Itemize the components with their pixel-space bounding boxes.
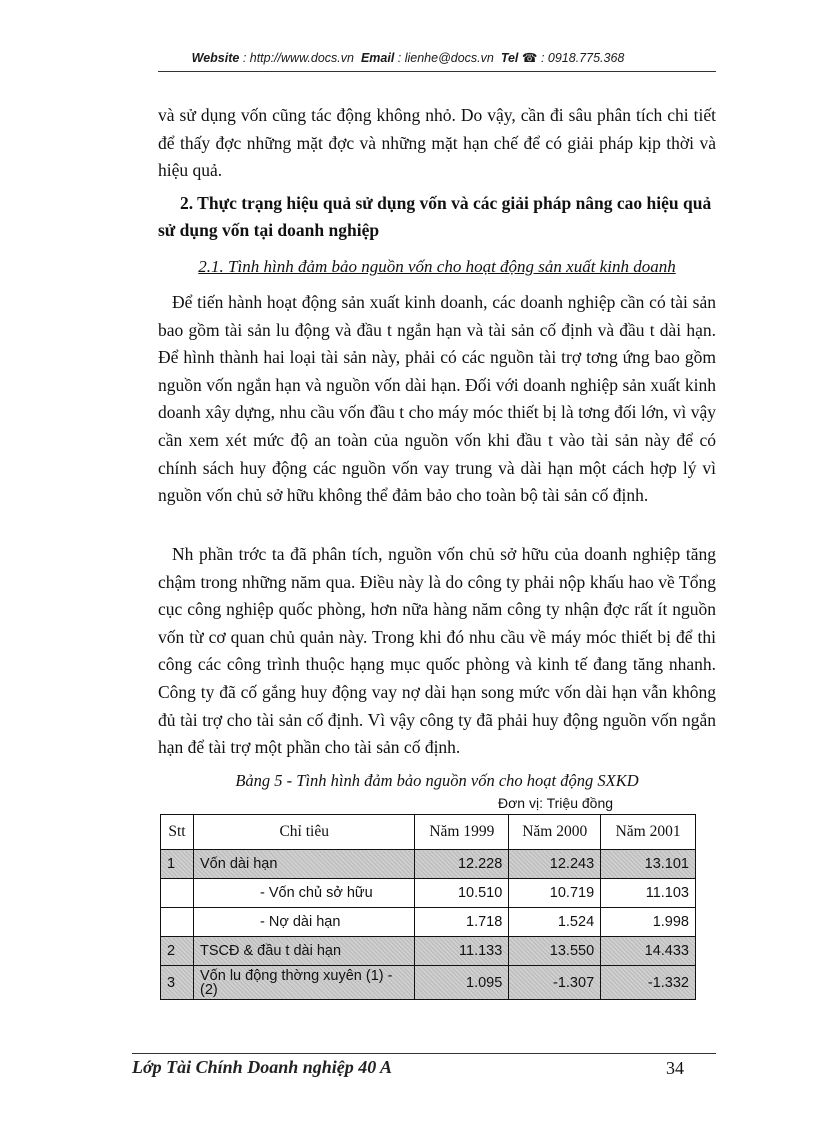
footer-class-name: Lớp Tài Chính Doanh nghiệp 40 A	[132, 1057, 393, 1077]
row-stt	[161, 879, 194, 908]
row-label: - Nợ dài hạn	[193, 908, 414, 937]
section-heading: 2. Thực trạng hiệu quả sử dụng vốn và các giải pháp nâng cao hiệu quả sử dụng vốn tại doanh nghiệp	[158, 193, 712, 240]
row-stt: 2	[161, 937, 194, 966]
paragraph-1: Để tiến hành hoạt động sản xuất kinh doanh, các doanh nghiệp cần có tài sản bao gồm tài sản lu động và đầu t ngắn hạn và tài sản cố định và đầu t dài hạn. Để hình thành hai loại tài sản này, phải có các nguồn tài trợ tơng ứng bao gồm nguồn vốn ngắn hạn và nguồn vốn dài hạn. Đối với doanh nghiệp sản xuất kinh doanh xây dựng, nhu cầu vốn đầu t cho máy móc thiết bị là tơng đối lớn, vì vậy cần xem xét mức độ an toàn của nguồn vốn khi đầu t vào tài sản này để có chính sách huy động các nguồn vốn vay trung và dài hạn một cách hợp lý vì nguồn vốn chủ sở hữu không thể đảm bảo cho toàn bộ tài sản cố định.	[158, 292, 716, 506]
table-unit: Đơn vị: Triệu đồng	[498, 795, 614, 811]
row-value-2000: 10.719	[509, 879, 601, 908]
row-value-2000: -1.307	[509, 966, 601, 1000]
table-row	[161, 937, 696, 966]
tel-label: Tel ☎	[500, 51, 538, 65]
footer-divider	[132, 1053, 716, 1054]
row-value-2000: 1.524	[509, 908, 601, 937]
row-value-1999: 1.718	[415, 908, 509, 937]
row-stt: 3	[161, 966, 194, 1000]
row-value-2001: -1.332	[601, 966, 696, 1000]
table-row	[161, 908, 696, 937]
website-value[interactable]: : http://www.docs.vn	[242, 51, 354, 65]
row-value-2001: 11.103	[601, 879, 696, 908]
capital-table	[160, 814, 696, 1000]
table-caption: Bảng 5 - Tình hình đảm bảo nguồn vốn cho hoạt động SXKD	[235, 771, 639, 790]
row-value-2001: 14.433	[601, 937, 696, 966]
header-stt: Stt	[161, 815, 194, 850]
row-value-2001: 1.998	[601, 908, 696, 937]
email-value[interactable]: : lienhe@docs.vn	[397, 51, 494, 65]
table-row	[161, 966, 696, 1000]
page-header	[0, 50, 816, 65]
row-label: Vốn lu động thờng xuyên (1) - (2)	[193, 966, 414, 1000]
table-row	[161, 879, 696, 908]
header-2001: Năm 2001	[601, 815, 696, 850]
row-value-1999: 11.133	[415, 937, 509, 966]
header-1999: Năm 1999	[415, 815, 509, 850]
subsection-heading: 2.1. Tình hình đảm bảo nguồn vốn cho hoạt động sản xuất kinh doanh	[198, 257, 676, 276]
row-value-2000: 13.550	[509, 937, 601, 966]
row-value-2001: 13.101	[601, 850, 696, 879]
row-stt: 1	[161, 850, 194, 879]
intro-paragraph: và sử dụng vốn cũng tác động không nhỏ. Do vậy, cần đi sâu phân tích chi tiết để thấy đợc những mặt đợc và những mặt hạn chế để có giải pháp kịp thời và hiệu quả.	[158, 105, 716, 181]
row-value-1999: 12.228	[415, 850, 509, 879]
header-indicator: Chỉ tiêu	[193, 815, 414, 850]
row-label: Vốn dài hạn	[193, 850, 414, 879]
paragraph-2: Nh phần trớc ta đã phân tích, nguồn vốn chủ sở hữu của doanh nghiệp tăng chậm trong những năm qua. Điều này là do công ty phải nộp khấu hao về Tổng cục công nghiệp quốc phòng, hơn nữa hàng năm công ty nhận đợc rất ít nguồn vốn từ cơ quan chủ quản này. Trong khi đó nhu cầu về máy móc thiết bị để thi công các công trình thuộc hạng mục quốc phòng và kinh tế đang tăng nhanh. Công ty đã cố gắng huy động vay nợ dài hạn song mức vốn dài hạn vẫn không đủ tài trợ cho tài sản cố định. Vì vậy công ty đã phải huy động nguồn vốn ngắn hạn để tài trợ một phần cho tài sản cố định.	[158, 544, 716, 758]
row-label: - Vốn chủ sở hữu	[193, 879, 414, 908]
row-label: TSCĐ & đầu t dài hạn	[193, 937, 414, 966]
table-header-row	[161, 815, 696, 850]
table-row	[161, 850, 696, 879]
email-label: Email	[360, 51, 395, 65]
header-divider	[158, 71, 716, 72]
row-stt	[161, 908, 194, 937]
row-value-1999: 1.095	[415, 966, 509, 1000]
row-value-2000: 12.243	[509, 850, 601, 879]
row-value-1999: 10.510	[415, 879, 509, 908]
header-2000: Năm 2000	[509, 815, 601, 850]
tel-value: : 0918.775.368	[540, 51, 625, 65]
page-number: 34	[666, 1058, 684, 1078]
website-label: Website	[191, 51, 240, 65]
